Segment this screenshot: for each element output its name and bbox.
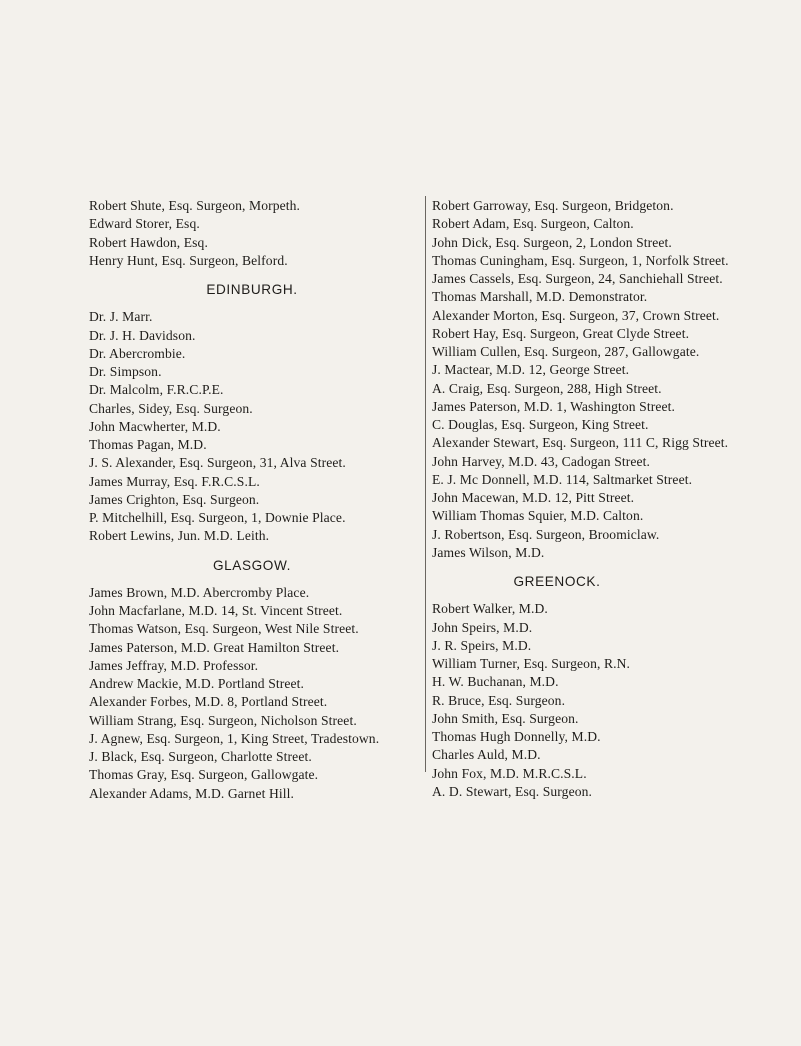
edinburgh-list [89,308,415,545]
list-item: James Jeffray, M.D. Professor. [89,657,259,673]
list-item: Alexander Forbes, M.D. 8, Portland Street. [89,694,328,710]
list-item: Dr. Simpson. [89,364,162,379]
section-heading: GLASGOW. [212,557,292,573]
list-item: William Turner, Esq. Surgeon, R.N. [432,656,631,671]
list-item: Alexander Morton, Esq. Surgeon, 37, Crown Street. [432,307,720,323]
column-divider [425,196,426,772]
glasgow-list [89,584,415,803]
list-item: James Brown, M.D. Abercromby Place. [89,584,310,600]
list-item: Edward Storer, Esq. [89,216,200,232]
list-item: Charles, Sidey, Esq. Surgeon. [89,400,253,416]
section-heading: EDINBURGH. [206,282,298,297]
list-item: J. Robertson, Esq. Surgeon, Broomiclaw. [432,526,660,542]
list-item: Andrew Mackie, M.D. Portland Street. [89,676,305,691]
list-item: Thomas Cuningham, Esq. Surgeon, 1, Norfolk Street. [432,252,729,268]
list-item: J. R. Speirs, M.D. [432,637,532,653]
section-edinburgh [89,281,415,546]
list-item: Thomas Hugh Donnelly, M.D. [432,729,601,744]
list-item: Alexander Stewart, Esq. Surgeon, 111 C, Rigg Street. [432,435,729,451]
list-item: Henry Hunt, Esq. Surgeon, Belford. [89,252,288,268]
list-item: John Smith, Esq. Surgeon. [432,710,579,726]
list-item: Robert Hay, Esq. Surgeon, Great Clyde Street. [432,325,690,341]
list-item: J. Agnew, Esq. Surgeon, 1, King Street, Tradestown. [89,730,380,746]
list-item: C. Douglas, Esq. Surgeon, King Street. [432,417,649,432]
list-item: James Paterson, M.D. 1, Washington Street. [432,398,675,414]
list-item: Dr. Abercrombie. [89,345,186,361]
list-item: Thomas Gray, Esq. Surgeon, Gallowgate. [89,767,319,783]
list-item: John Speirs, M.D. [432,619,533,635]
right-column [432,197,772,801]
list-item: Robert Hawdon, Esq. [89,234,208,250]
list-item: John Fox, M.D. M.R.C.S.L. [432,765,587,781]
list-item: A. D. Stewart, Esq. Surgeon. [432,783,592,799]
section-heading: GREENOCK. [513,574,601,589]
list-item: John Macwherter, M.D. [89,418,221,434]
list-item: J. Mactear, M.D. 12, George Street. [432,362,630,378]
list-item: Robert Lewins, Jun. M.D. Leith. [89,528,270,544]
list-item: H. W. Buchanan, M.D. [432,674,559,690]
list-item: J. S. Alexander, Esq. Surgeon, 31, Alva Street. [89,455,346,471]
list-item: Robert Walker, M.D. [432,601,548,617]
left-intro-list [89,197,415,270]
list-item: John Macfarlane, M.D. 14, St. Vincent Street. [89,603,343,618]
list-item: E. J. Mc Donnell, M.D. 114, Saltmarket Street. [432,471,693,487]
list-item: Robert Garroway, Esq. Surgeon, Bridgeton. [432,198,674,213]
list-item: Dr. J. Marr. [89,309,153,325]
list-item: John Macewan, M.D. 12, Pitt Street. [432,490,635,505]
list-item: Robert Adam, Esq. Surgeon, Calton. [432,216,634,232]
list-item: William Thomas Squier, M.D. Calton. [432,508,644,524]
list-item: William Cullen, Esq. Surgeon, 287, Gallowgate. [432,344,700,359]
list-item: James Cassels, Esq. Surgeon, 24, Sanchiehall Street. [432,271,723,286]
list-item: Dr. Malcolm, F.R.C.P.E. [89,382,224,398]
list-item: A. Craig, Esq. Surgeon, 288, High Street. [432,380,662,396]
left-column [89,197,415,803]
list-item: R. Bruce, Esq. Surgeon. [432,692,566,708]
list-item: Dr. J. H. Davidson. [89,327,196,343]
list-item: Alexander Adams, M.D. Garnet Hill. [89,785,294,801]
list-item: P. Mitchelhill, Esq. Surgeon, 1, Downie Place. [89,510,346,525]
list-item: James Crighton, Esq. Surgeon. [89,491,260,507]
list-item: Robert Shute, Esq. Surgeon, Morpeth. [89,198,301,213]
section-greenock [432,573,772,801]
greenock-list [432,600,772,801]
list-item: John Dick, Esq. Surgeon, 2, London Street. [432,234,672,250]
list-item: James Paterson, M.D. Great Hamilton Street. [89,639,340,655]
list-item: Thomas Pagan, M.D. [89,437,207,452]
list-item: James Wilson, M.D. [432,544,545,560]
list-item: John Harvey, M.D. 43, Cadogan Street. [432,453,651,469]
list-item: J. Black, Esq. Surgeon, Charlotte Street. [89,749,312,764]
list-item: James Murray, Esq. F.R.C.S.L. [89,473,260,489]
section-glasgow [89,557,415,803]
list-item: William Strang, Esq. Surgeon, Nicholson Street. [89,712,357,728]
list-item: Thomas Watson, Esq. Surgeon, West Nile Street. [89,621,359,637]
list-item: Charles Auld, M.D. [432,747,541,763]
glasgow-continued-list [432,197,772,562]
list-item: Thomas Marshall, M.D. Demonstrator. [432,289,648,305]
